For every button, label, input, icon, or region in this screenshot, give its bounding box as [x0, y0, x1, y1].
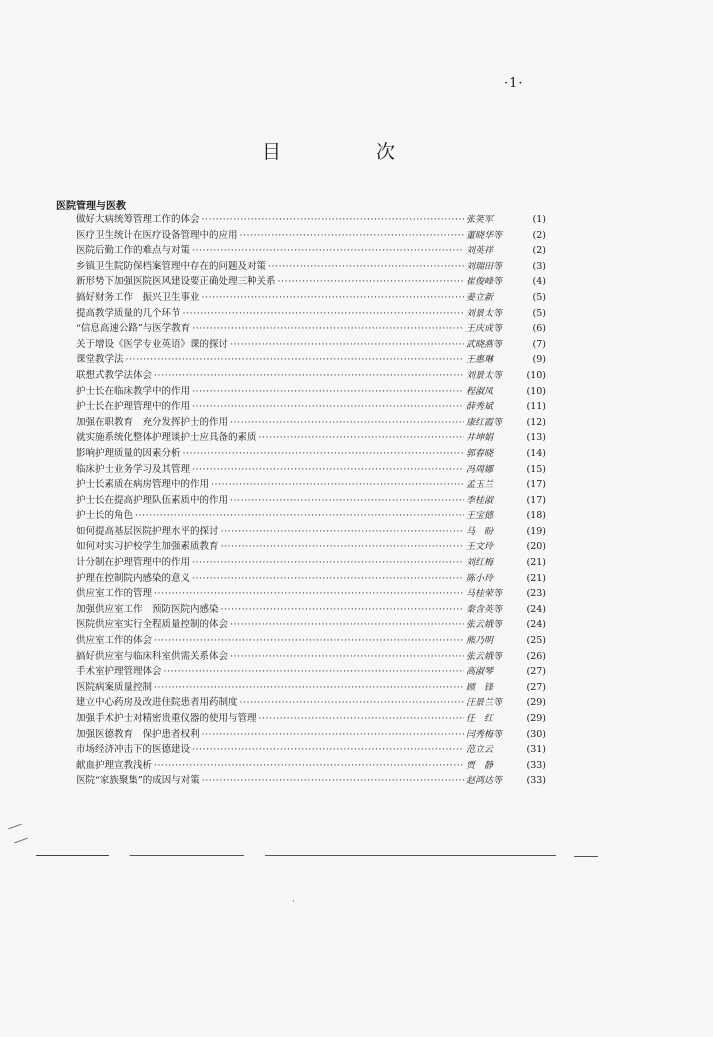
toc-leader-dots: [183, 306, 464, 322]
toc-entry-title: 联想式教学法体会: [76, 369, 153, 381]
toc-entry-page: (5): [532, 307, 546, 319]
toc-leader-dots: [192, 399, 464, 415]
toc-entry-author: 薛秀斌: [466, 402, 494, 413]
toc-leader-dots: [259, 711, 464, 727]
toc-entry-page: (17): [526, 479, 546, 491]
toc-entry: [76, 524, 546, 540]
toc-entry-title: 临床护士业务学习及其管理: [76, 463, 191, 475]
toc-entry-page: (7): [532, 338, 546, 350]
toc-entry-page: (1): [532, 214, 546, 225]
toc-leader-dots: [259, 430, 464, 446]
toc-entry-title: 关于增设《医学专业英语》课的探讨: [76, 338, 229, 350]
toc-entry: [76, 212, 546, 228]
toc-leader-dots: [183, 446, 464, 462]
toc-entry: [76, 462, 546, 478]
toc-entry-page: (4): [532, 276, 546, 288]
toc-leader-dots: [202, 773, 464, 789]
toc-leader-dots: [192, 243, 464, 259]
toc-entry-author: 程淑凤: [466, 386, 494, 397]
toc-leader-dots: [202, 212, 464, 228]
toc-leader-dots: [202, 290, 464, 306]
toc-entry-author: 顾 锋: [466, 682, 494, 693]
toc-leader-dots: [192, 321, 464, 337]
toc-entry-author: 刘景太等: [466, 308, 503, 319]
toc-entry-author: 张云娥等: [466, 620, 503, 631]
toc-leader-dots: [221, 524, 464, 540]
toc-entry-author: 熊乃明: [466, 636, 494, 647]
toc-leader-dots: [192, 384, 464, 400]
toc-entry-page: (23): [526, 588, 546, 600]
toc-entry-author: 武晓燕等: [466, 339, 503, 350]
toc-entry-title: 如何提高基层医院护理水平的探讨: [76, 525, 219, 537]
toc-entry-page: (12): [526, 416, 546, 428]
toc-entry-page: (10): [526, 385, 546, 397]
toc-entry-page: (20): [526, 541, 546, 553]
toc-entry-author: 赵鸿达等: [466, 776, 503, 787]
toc-leader-dots: [230, 337, 464, 353]
toc-entry-page: (30): [526, 728, 546, 740]
toc-entry: [76, 352, 546, 368]
toc-leader-dots: [278, 274, 464, 290]
toc-leader-dots: [230, 649, 464, 665]
toc-entry: [76, 680, 546, 696]
toc-entry: [76, 617, 546, 633]
toc-entry-title: 医院“家族聚集”的成因与对策: [76, 775, 200, 787]
toc-entry-author: 张笑军: [466, 215, 494, 225]
toc-entry-title: 市场经济冲击下的医德建设: [76, 744, 191, 756]
toc-entry-author: 王庆成等: [466, 324, 503, 335]
toc-entry-page: (18): [526, 510, 546, 522]
toc-entry: [76, 259, 546, 275]
toc-entry: [76, 493, 546, 509]
bottom-rule: [36, 855, 556, 856]
toc-leader-dots: [202, 727, 464, 743]
toc-entry-author: 王宝德: [466, 511, 494, 522]
toc-entry-page: (21): [526, 557, 546, 569]
toc-entry: [76, 711, 546, 727]
toc-entry: [76, 742, 546, 758]
toc-entry-title: 护士长素质在病房管理中的作用: [76, 479, 210, 491]
toc-entry-page: (26): [526, 650, 546, 662]
toc-entry: [76, 368, 546, 384]
toc-entry-page: (25): [526, 635, 546, 647]
toc-entry-page: (27): [526, 681, 546, 693]
toc-entry: [76, 602, 546, 618]
toc-entry-page: (19): [526, 525, 546, 537]
toc-entry-author: 王惠琳: [466, 355, 494, 366]
toc-entry: [76, 274, 546, 290]
toc-leader-dots: [164, 664, 464, 680]
toc-leader-dots: [230, 415, 464, 431]
toc-entry: [76, 321, 546, 337]
toc-entry-author: 刘红梅: [466, 558, 494, 569]
toc-entry: [76, 571, 546, 587]
toc-leader-dots: [221, 539, 464, 555]
scan-mark: [8, 824, 21, 830]
toc-entry: [76, 664, 546, 680]
toc-entry-author: 任 红: [466, 714, 494, 724]
toc-entry-author: 马 盼: [466, 526, 494, 537]
toc-entry-author: 刘英祥: [466, 246, 494, 257]
toc-entry-title: 加强医德教育 保护患者权利: [76, 728, 200, 740]
toc-entry-title: 供应室工作的体会: [76, 635, 153, 647]
toc-entry-page: (24): [526, 603, 546, 615]
toc-entry-page: (6): [532, 323, 546, 335]
toc-entry-author: 崔俊峰等: [466, 277, 503, 288]
toc-leader-dots: [192, 742, 464, 758]
toc-entry: [76, 649, 546, 665]
toc-entry-title: 计分制在护理管理中的作用: [76, 557, 191, 569]
toc-leader-dots: [154, 758, 464, 774]
toc-entry-title: 医疗卫生统计在医疗设备管理中的应用: [76, 229, 238, 241]
toc-entry-page: (2): [532, 245, 546, 257]
toc-entry-page: (15): [526, 463, 546, 475]
toc-entry-author: 姜立新: [466, 292, 494, 303]
toc-entry-page: (17): [526, 494, 546, 506]
toc-entry-author: 范立云: [466, 745, 494, 756]
toc-entry-page: (13): [526, 432, 546, 444]
toc-entry-author: 冯周娜: [466, 464, 494, 475]
toc-entry-page: (29): [526, 697, 546, 709]
toc-leader-dots: [154, 633, 464, 649]
toc-entry-title: 影响护理质量的因素分析: [76, 447, 181, 459]
toc-leader-dots: [126, 352, 464, 368]
toc-entry-title: 课堂教学法: [76, 354, 124, 366]
toc-leader-dots: [240, 695, 464, 711]
toc-entry: [76, 399, 546, 415]
toc-entry: [76, 290, 546, 306]
toc-entry-author: 刘景太等: [466, 370, 503, 381]
toc-entry: [76, 508, 546, 524]
scan-speck: [293, 900, 294, 902]
toc-entry-author: 王文玲: [466, 542, 494, 553]
toc-leader-dots: [192, 555, 464, 571]
toc-entry-author: 贾 静: [466, 760, 494, 771]
toc-entry-title: 搞好财务工作 振兴卫生事业: [76, 291, 200, 303]
toc-entry-title: “信息高速公路”与医学教育: [76, 323, 191, 335]
toc-entry: [76, 695, 546, 711]
toc-entry-title: 护士长的角色: [76, 510, 134, 522]
page-number: ·1·: [504, 76, 524, 91]
toc-entry-title: 手术室护理管理体会: [76, 666, 162, 678]
toc-entry: [76, 243, 546, 259]
toc-entry-author: 李桂淑: [466, 495, 494, 506]
toc-entry-title: 护士长在临床教学中的作用: [76, 385, 191, 397]
toc-leader-dots: [268, 259, 464, 275]
toc-entry: [76, 586, 546, 602]
toc-entry: [76, 773, 546, 789]
toc-entry-page: (10): [526, 369, 546, 381]
bottom-rule-segment: [574, 856, 598, 857]
toc-entry: [76, 477, 546, 493]
toc-entry: [76, 555, 546, 571]
toc-entry-page: (9): [532, 354, 546, 366]
toc-entry-page: (27): [526, 666, 546, 678]
toc-entry: [76, 758, 546, 774]
scan-mark: [14, 838, 27, 844]
toc-entry-page: (5): [532, 291, 546, 303]
page-title: 目 次: [262, 141, 434, 163]
toc-entry: [76, 415, 546, 431]
toc-entry-page: (33): [526, 759, 546, 771]
toc-entry-title: 医院病案质量控制: [76, 681, 153, 693]
toc-entry-author: 马桂荣等: [466, 589, 503, 600]
toc-entry-author: 孟玉兰: [466, 480, 494, 491]
toc-entry-title: 加强手术护士对精密贵重仪器的使用与管理: [76, 713, 257, 724]
toc-entry-author: 汪景兰等: [466, 698, 503, 709]
toc-leader-dots: [154, 368, 464, 384]
toc-entry-title: 如何对实习护校学生加强素质教育: [76, 541, 219, 553]
toc-entry-author: 刘瑞田等: [466, 261, 503, 272]
toc-leader-dots: [221, 602, 464, 618]
toc-entry-title: 医院供应室实行全程质量控制的体会: [76, 619, 229, 631]
toc-entry-title: 医院后勤工作的难点与对策: [76, 245, 191, 257]
toc-entry-author: 井坤娟: [466, 433, 494, 444]
table-of-contents: [76, 212, 546, 789]
toc-entry-author: 康红霞等: [466, 417, 503, 428]
toc-entry: [76, 430, 546, 446]
toc-entry-title: 提高教学质量的几个环节: [76, 307, 181, 319]
toc-entry-page: (31): [526, 744, 546, 756]
toc-entry-title: 建立中心药房及改进住院患者用药制度: [76, 697, 238, 709]
toc-entry-author: 闫秀梅等: [466, 729, 503, 740]
toc-entry-page: (14): [526, 447, 546, 459]
toc-leader-dots: [154, 586, 464, 602]
toc-entry: [76, 384, 546, 400]
toc-entry: [76, 337, 546, 353]
toc-entry-title: 做好大病统筹管理工作的体会: [76, 214, 200, 225]
toc-entry: [76, 306, 546, 322]
section-heading: 医院管理与医教: [56, 201, 126, 212]
toc-entry-author: 董晓华等: [466, 230, 503, 241]
toc-leader-dots: [135, 508, 464, 524]
toc-entry-page: (29): [526, 713, 546, 724]
toc-leader-dots: [192, 462, 464, 478]
toc-entry: [76, 633, 546, 649]
toc-entry-title: 就实施系统化整体护理谈护士应具备的素质: [76, 432, 257, 444]
toc-entry-page: (11): [526, 401, 546, 413]
toc-entry-page: (24): [526, 619, 546, 631]
toc-entry-title: 护士长在护理管理中的作用: [76, 401, 191, 413]
toc-entry: [76, 228, 546, 244]
toc-entry-author: 陈小玲: [466, 573, 494, 584]
toc-entry: [76, 727, 546, 743]
toc-entry-author: 秦含英等: [466, 604, 503, 615]
toc-entry-title: 供应室工作的管理: [76, 588, 153, 600]
toc-entry-title: 乡镇卫生院防保档案管理中存在的问题及对策: [76, 260, 267, 272]
toc-leader-dots: [240, 228, 464, 244]
toc-entry-title: 搞好供应室与临床科室供需关系体会: [76, 650, 229, 662]
toc-leader-dots: [230, 617, 464, 633]
toc-entry-title: 护士长在提高护理队伍素质中的作用: [76, 494, 229, 506]
toc-entry-title: 加强供应室工作 预防医院内感染: [76, 603, 219, 615]
toc-entry-author: 张云娥等: [466, 651, 503, 662]
toc-entry-page: (3): [532, 260, 546, 272]
toc-entry-page: (2): [532, 229, 546, 241]
toc-leader-dots: [154, 680, 464, 696]
toc-leader-dots: [230, 493, 464, 509]
toc-entry-page: (33): [526, 775, 546, 787]
toc-entry-title: 献血护理宣教浅析: [76, 759, 153, 771]
toc-entry-title: 新形势下加强医院医风建设要正确处理三种关系: [76, 276, 276, 288]
toc-entry-author: 郭春晓: [466, 448, 494, 459]
toc-entry-title: 加强在职教育 充分发挥护士的作用: [76, 416, 229, 428]
toc-leader-dots: [211, 477, 464, 493]
toc-entry: [76, 446, 546, 462]
toc-entry: [76, 539, 546, 555]
toc-entry-author: 高淑琴: [466, 667, 494, 678]
toc-entry-title: 护理在控制院内感染的意义: [76, 572, 191, 584]
toc-entry-page: (21): [526, 572, 546, 584]
toc-leader-dots: [192, 571, 464, 587]
